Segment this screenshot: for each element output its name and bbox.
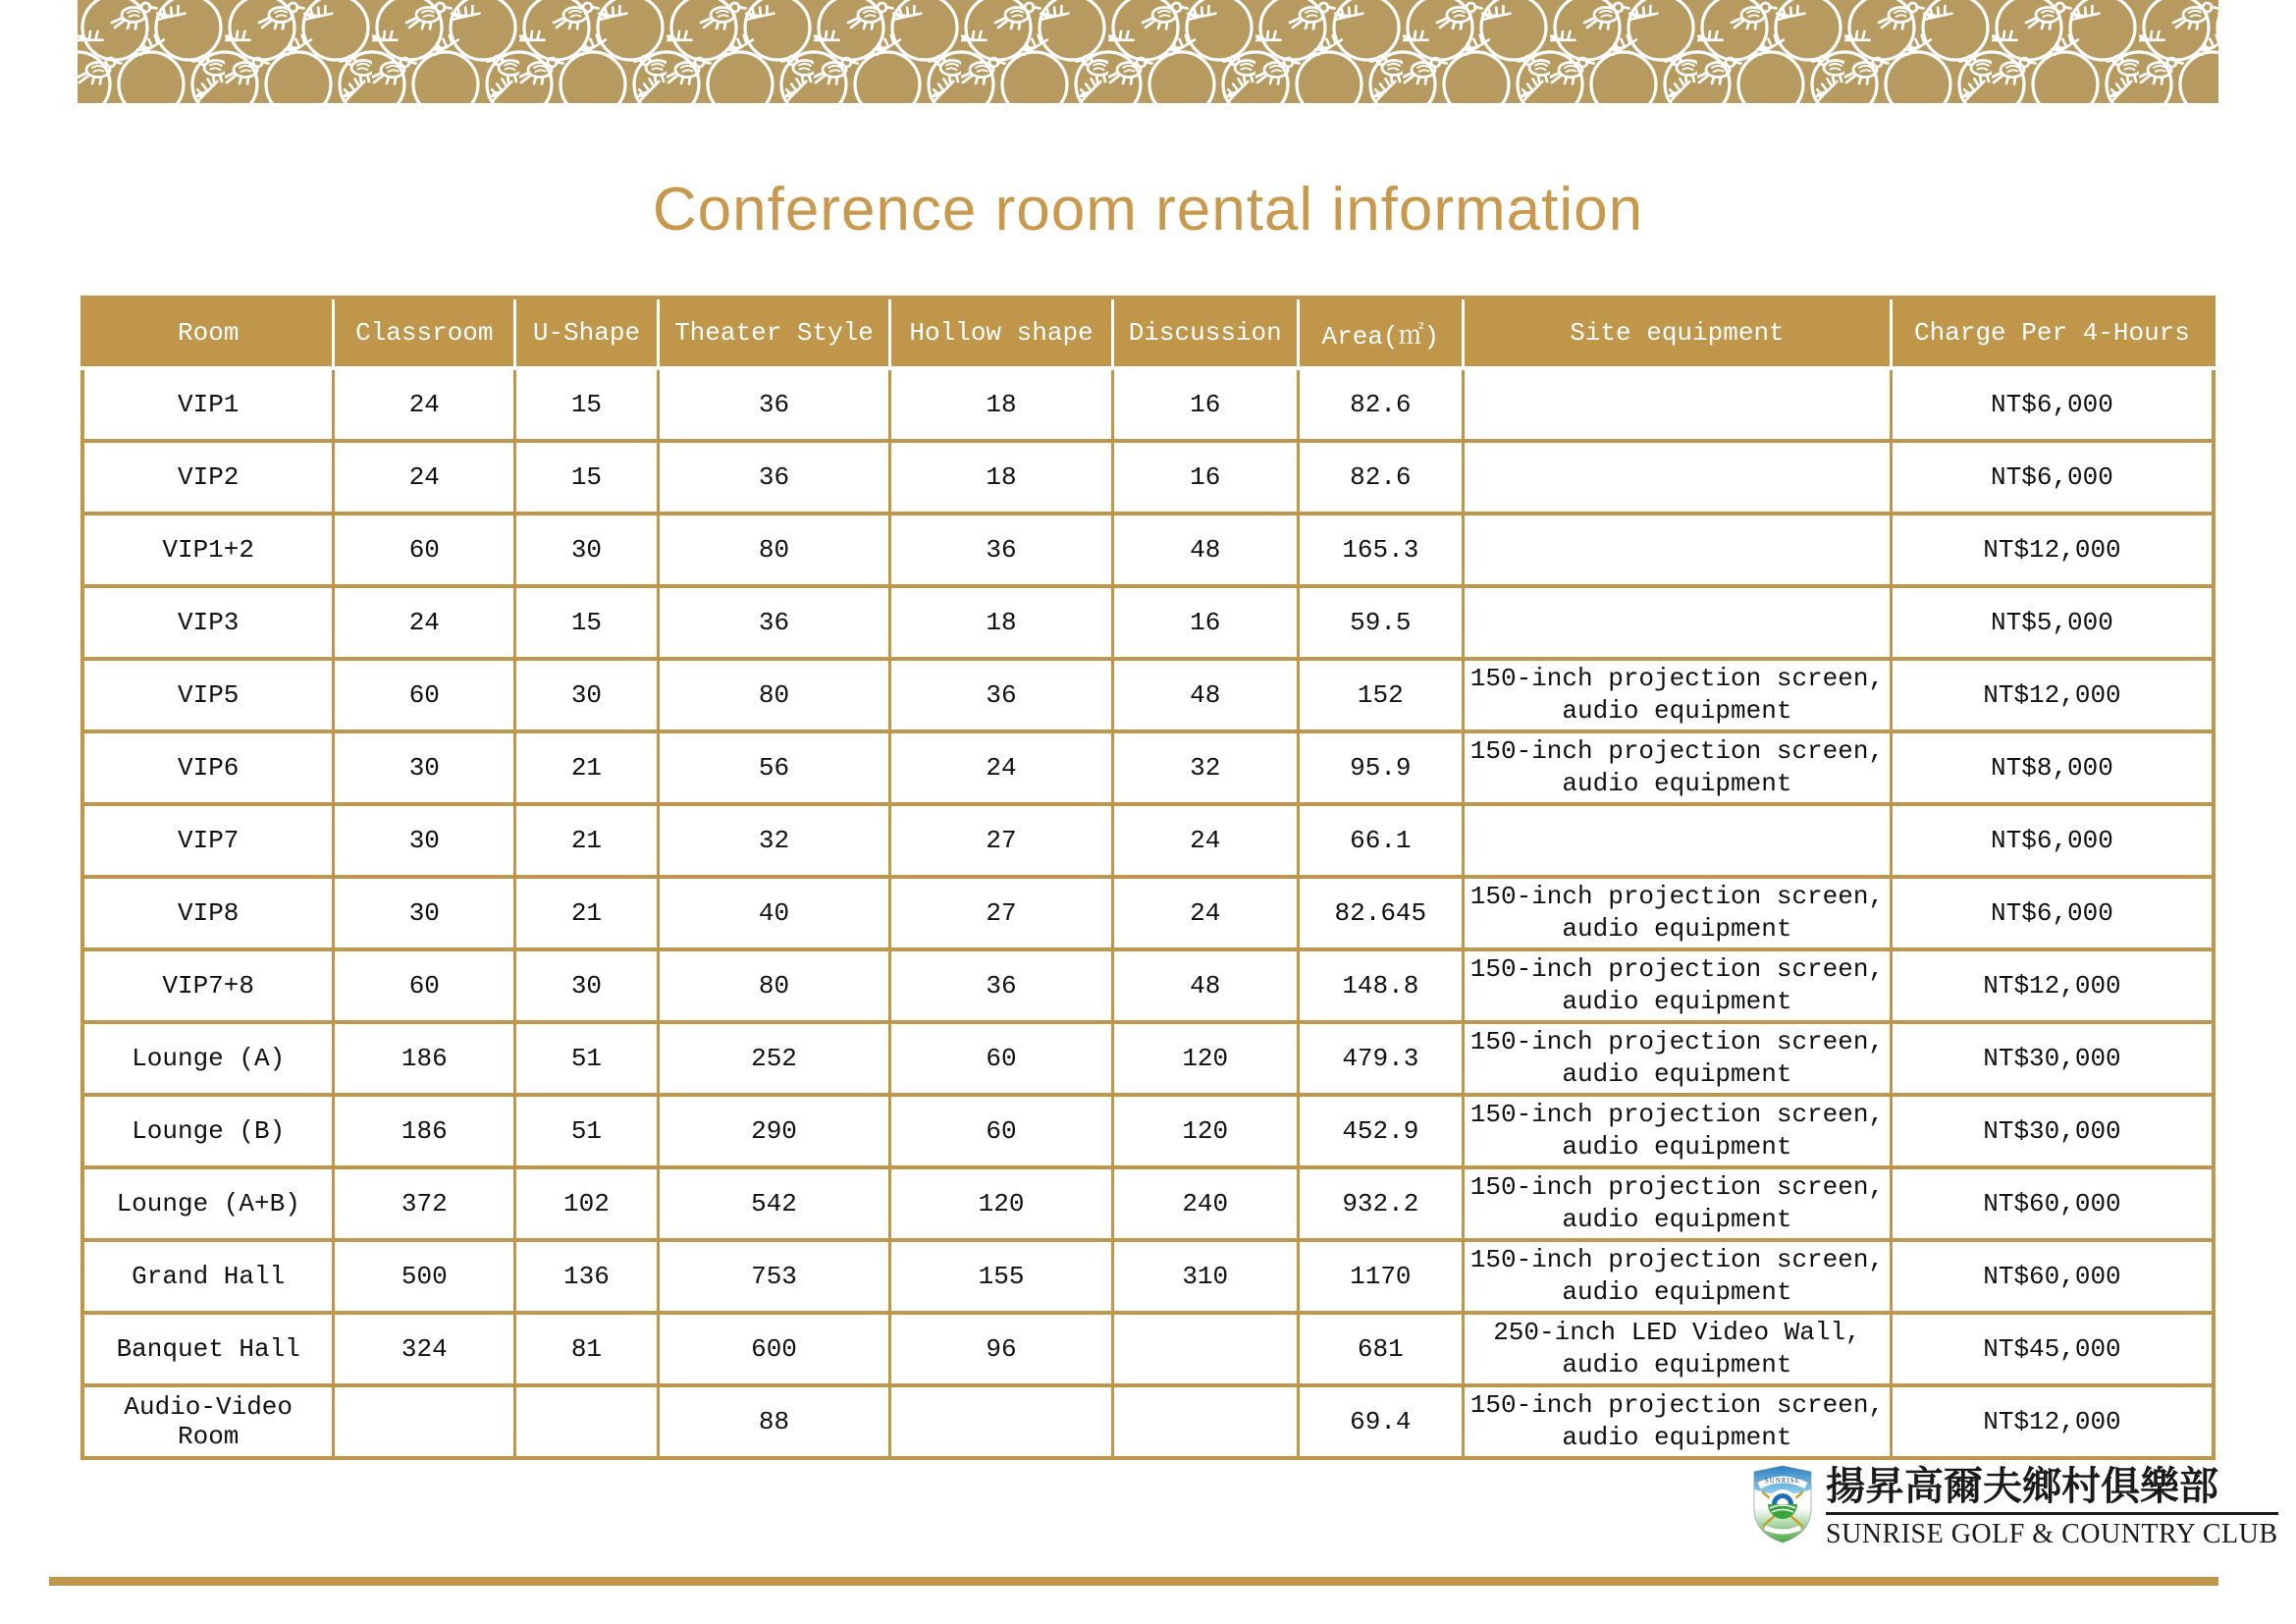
table-row [82, 877, 2214, 949]
cell-area: 59.5 [1298, 586, 1463, 659]
table-row [82, 804, 2214, 877]
cell-equipment: 150-inch projection screen, audio equipment [1463, 1385, 1891, 1458]
cell-discussion: 16 [1112, 368, 1298, 441]
cell-discussion: 24 [1112, 877, 1298, 949]
cell-area: 148.8 [1298, 949, 1463, 1022]
cell-classroom: 24 [334, 586, 515, 659]
cell-hollow: 27 [890, 877, 1112, 949]
cell-classroom: 372 [334, 1167, 515, 1240]
cell-charge: NT$8,000 [1891, 731, 2214, 804]
cell-area: 82.6 [1298, 368, 1463, 441]
cell-charge: NT$12,000 [1891, 1385, 2214, 1458]
cell-classroom: 24 [334, 441, 515, 514]
cell-area: 82.6 [1298, 441, 1463, 514]
cell-room: VIP7+8 [82, 949, 334, 1022]
cell-room: VIP8 [82, 877, 334, 949]
logo-divider [1826, 1512, 2278, 1515]
cell-theater: 56 [658, 731, 890, 804]
table-row [82, 1385, 2214, 1458]
column-header-u_shape: U-Shape [515, 298, 658, 368]
cell-equipment: 250-inch LED Video Wall, audio equipment [1463, 1313, 1891, 1385]
club-name-english: SUNRISE GOLF & COUNTRY CLUB [1826, 1518, 2278, 1549]
cell-equipment: 150-inch projection screen, audio equipment [1463, 1022, 1891, 1095]
rental-table [80, 296, 2216, 1460]
cell-room: Audio-Video Room [82, 1385, 334, 1458]
cell-charge: NT$6,000 [1891, 804, 2214, 877]
table-row [82, 514, 2214, 586]
cell-equipment [1463, 514, 1891, 586]
club-name-chinese: 揚昇高爾夫鄉村俱樂部 [1826, 1463, 2218, 1509]
page-title: Conference room rental information [652, 176, 1644, 244]
cell-classroom: 30 [334, 804, 515, 877]
cell-classroom: 60 [334, 659, 515, 731]
cell-hollow: 60 [890, 1095, 1112, 1167]
cell-charge: NT$12,000 [1891, 514, 2214, 586]
bottom-gold-bar [49, 1577, 2218, 1586]
cell-area: 932.2 [1298, 1167, 1463, 1240]
cell-equipment [1463, 586, 1891, 659]
cell-theater: 80 [658, 659, 890, 731]
cell-area: 165.3 [1298, 514, 1463, 586]
cell-hollow: 36 [890, 949, 1112, 1022]
cell-charge: NT$5,000 [1891, 586, 2214, 659]
cell-room: VIP1+2 [82, 514, 334, 586]
cell-charge: NT$30,000 [1891, 1022, 2214, 1095]
cell-classroom: 186 [334, 1022, 515, 1095]
table-row [82, 1240, 2214, 1313]
column-header-equipment: Site equipment [1463, 298, 1891, 368]
table-row [82, 1167, 2214, 1240]
cell-room: Lounge (A) [82, 1022, 334, 1095]
cell-hollow: 24 [890, 731, 1112, 804]
cell-u_shape: 102 [515, 1167, 658, 1240]
club-shield-icon [1753, 1465, 1812, 1543]
cell-classroom: 24 [334, 368, 515, 441]
column-header-classroom: Classroom [334, 298, 515, 368]
cell-classroom: 30 [334, 877, 515, 949]
table-row [82, 1095, 2214, 1167]
cell-u_shape: 15 [515, 441, 658, 514]
club-logo-text [1826, 1465, 2278, 1550]
bird-vine-pattern-graphic [78, 0, 2218, 103]
cell-equipment: 150-inch projection screen, audio equipment [1463, 1240, 1891, 1313]
table-row [82, 586, 2214, 659]
cell-theater: 32 [658, 804, 890, 877]
cell-equipment: 150-inch projection screen, audio equipment [1463, 1095, 1891, 1167]
table-header-row [82, 298, 2214, 368]
cell-charge: NT$45,000 [1891, 1313, 2214, 1385]
table-body [82, 368, 2214, 1458]
cell-classroom: 30 [334, 731, 515, 804]
cell-u_shape: 15 [515, 368, 658, 441]
rental-table-container [80, 296, 2216, 1460]
cell-u_shape: 21 [515, 877, 658, 949]
cell-equipment [1463, 368, 1891, 441]
cell-hollow: 155 [890, 1240, 1112, 1313]
cell-classroom [334, 1385, 515, 1458]
cell-area: 479.3 [1298, 1022, 1463, 1095]
cell-hollow: 18 [890, 368, 1112, 441]
cell-theater: 290 [658, 1095, 890, 1167]
cell-room: VIP7 [82, 804, 334, 877]
cell-equipment: 150-inch projection screen, audio equipment [1463, 731, 1891, 804]
cell-u_shape: 51 [515, 1022, 658, 1095]
cell-area: 152 [1298, 659, 1463, 731]
cell-u_shape: 30 [515, 514, 658, 586]
cell-hollow: 36 [890, 514, 1112, 586]
cell-u_shape [515, 1385, 658, 1458]
cell-charge: NT$12,000 [1891, 949, 2214, 1022]
cell-classroom: 500 [334, 1240, 515, 1313]
cell-charge: NT$60,000 [1891, 1167, 2214, 1240]
cell-discussion: 48 [1112, 659, 1298, 731]
column-header-area: Area(㎡) [1298, 298, 1463, 368]
cell-discussion: 32 [1112, 731, 1298, 804]
cell-discussion: 48 [1112, 514, 1298, 586]
column-header-charge: Charge Per 4-Hours [1891, 298, 2214, 368]
cell-area: 66.1 [1298, 804, 1463, 877]
cell-hollow: 60 [890, 1022, 1112, 1095]
cell-u_shape: 30 [515, 949, 658, 1022]
cell-discussion: 120 [1112, 1022, 1298, 1095]
table-row [82, 1313, 2214, 1385]
cell-theater: 600 [658, 1313, 890, 1385]
cell-equipment [1463, 804, 1891, 877]
cell-theater: 80 [658, 949, 890, 1022]
cell-charge: NT$6,000 [1891, 368, 2214, 441]
cell-discussion: 120 [1112, 1095, 1298, 1167]
cell-hollow: 18 [890, 586, 1112, 659]
cell-room: VIP6 [82, 731, 334, 804]
cell-area: 452.9 [1298, 1095, 1463, 1167]
column-header-room: Room [82, 298, 334, 368]
cell-charge: NT$60,000 [1891, 1240, 2214, 1313]
cell-area: 69.4 [1298, 1385, 1463, 1458]
cell-classroom: 186 [334, 1095, 515, 1167]
cell-hollow: 120 [890, 1167, 1112, 1240]
cell-u_shape: 21 [515, 804, 658, 877]
cell-hollow: 27 [890, 804, 1112, 877]
cell-hollow [890, 1385, 1112, 1458]
cell-theater: 40 [658, 877, 890, 949]
cell-u_shape: 21 [515, 731, 658, 804]
cell-u_shape: 30 [515, 659, 658, 731]
cell-equipment: 150-inch projection screen, audio equipment [1463, 949, 1891, 1022]
cell-hollow: 18 [890, 441, 1112, 514]
cell-area: 681 [1298, 1313, 1463, 1385]
table-row [82, 441, 2214, 514]
cell-theater: 36 [658, 368, 890, 441]
table-row [82, 949, 2214, 1022]
cell-room: Lounge (B) [82, 1095, 334, 1167]
cell-theater: 542 [658, 1167, 890, 1240]
column-header-hollow: Hollow shape [890, 298, 1112, 368]
cell-discussion: 310 [1112, 1240, 1298, 1313]
cell-u_shape: 15 [515, 586, 658, 659]
cell-u_shape: 81 [515, 1313, 658, 1385]
cell-theater: 88 [658, 1385, 890, 1458]
cell-charge: NT$6,000 [1891, 441, 2214, 514]
cell-room: Banquet Hall [82, 1313, 334, 1385]
cell-room: VIP1 [82, 368, 334, 441]
cell-room: VIP5 [82, 659, 334, 731]
cell-equipment: 150-inch projection screen, audio equipment [1463, 1167, 1891, 1240]
cell-classroom: 60 [334, 949, 515, 1022]
column-header-discussion: Discussion [1112, 298, 1298, 368]
cell-discussion: 240 [1112, 1167, 1298, 1240]
cell-discussion [1112, 1385, 1298, 1458]
cell-discussion: 16 [1112, 441, 1298, 514]
table-row [82, 731, 2214, 804]
club-logo [1753, 1465, 2278, 1550]
cell-room: Lounge (A+B) [82, 1167, 334, 1240]
cell-area: 82.645 [1298, 877, 1463, 949]
cell-equipment [1463, 441, 1891, 514]
cell-u_shape: 51 [515, 1095, 658, 1167]
cell-equipment: 150-inch projection screen, audio equipment [1463, 659, 1891, 731]
shield-text: SUNRISE [1764, 1477, 1801, 1485]
cell-area: 1170 [1298, 1240, 1463, 1313]
cell-hollow: 96 [890, 1313, 1112, 1385]
cell-discussion [1112, 1313, 1298, 1385]
cell-room: VIP2 [82, 441, 334, 514]
cell-theater: 36 [658, 441, 890, 514]
decorative-band [78, 0, 2218, 103]
cell-theater: 753 [658, 1240, 890, 1313]
cell-charge: NT$12,000 [1891, 659, 2214, 731]
cell-theater: 36 [658, 586, 890, 659]
cell-u_shape: 136 [515, 1240, 658, 1313]
table-row [82, 659, 2214, 731]
table-row [82, 1022, 2214, 1095]
cell-charge: NT$6,000 [1891, 877, 2214, 949]
cell-hollow: 36 [890, 659, 1112, 731]
cell-room: VIP3 [82, 586, 334, 659]
cell-theater: 252 [658, 1022, 890, 1095]
cell-discussion: 48 [1112, 949, 1298, 1022]
cell-charge: NT$30,000 [1891, 1095, 2214, 1167]
cell-room: Grand Hall [82, 1240, 334, 1313]
cell-classroom: 60 [334, 514, 515, 586]
column-header-theater: Theater Style [658, 298, 890, 368]
table-row [82, 368, 2214, 441]
cell-discussion: 24 [1112, 804, 1298, 877]
cell-classroom: 324 [334, 1313, 515, 1385]
cell-area: 95.9 [1298, 731, 1463, 804]
cell-discussion: 16 [1112, 586, 1298, 659]
cell-theater: 80 [658, 514, 890, 586]
cell-equipment: 150-inch projection screen, audio equipment [1463, 877, 1891, 949]
